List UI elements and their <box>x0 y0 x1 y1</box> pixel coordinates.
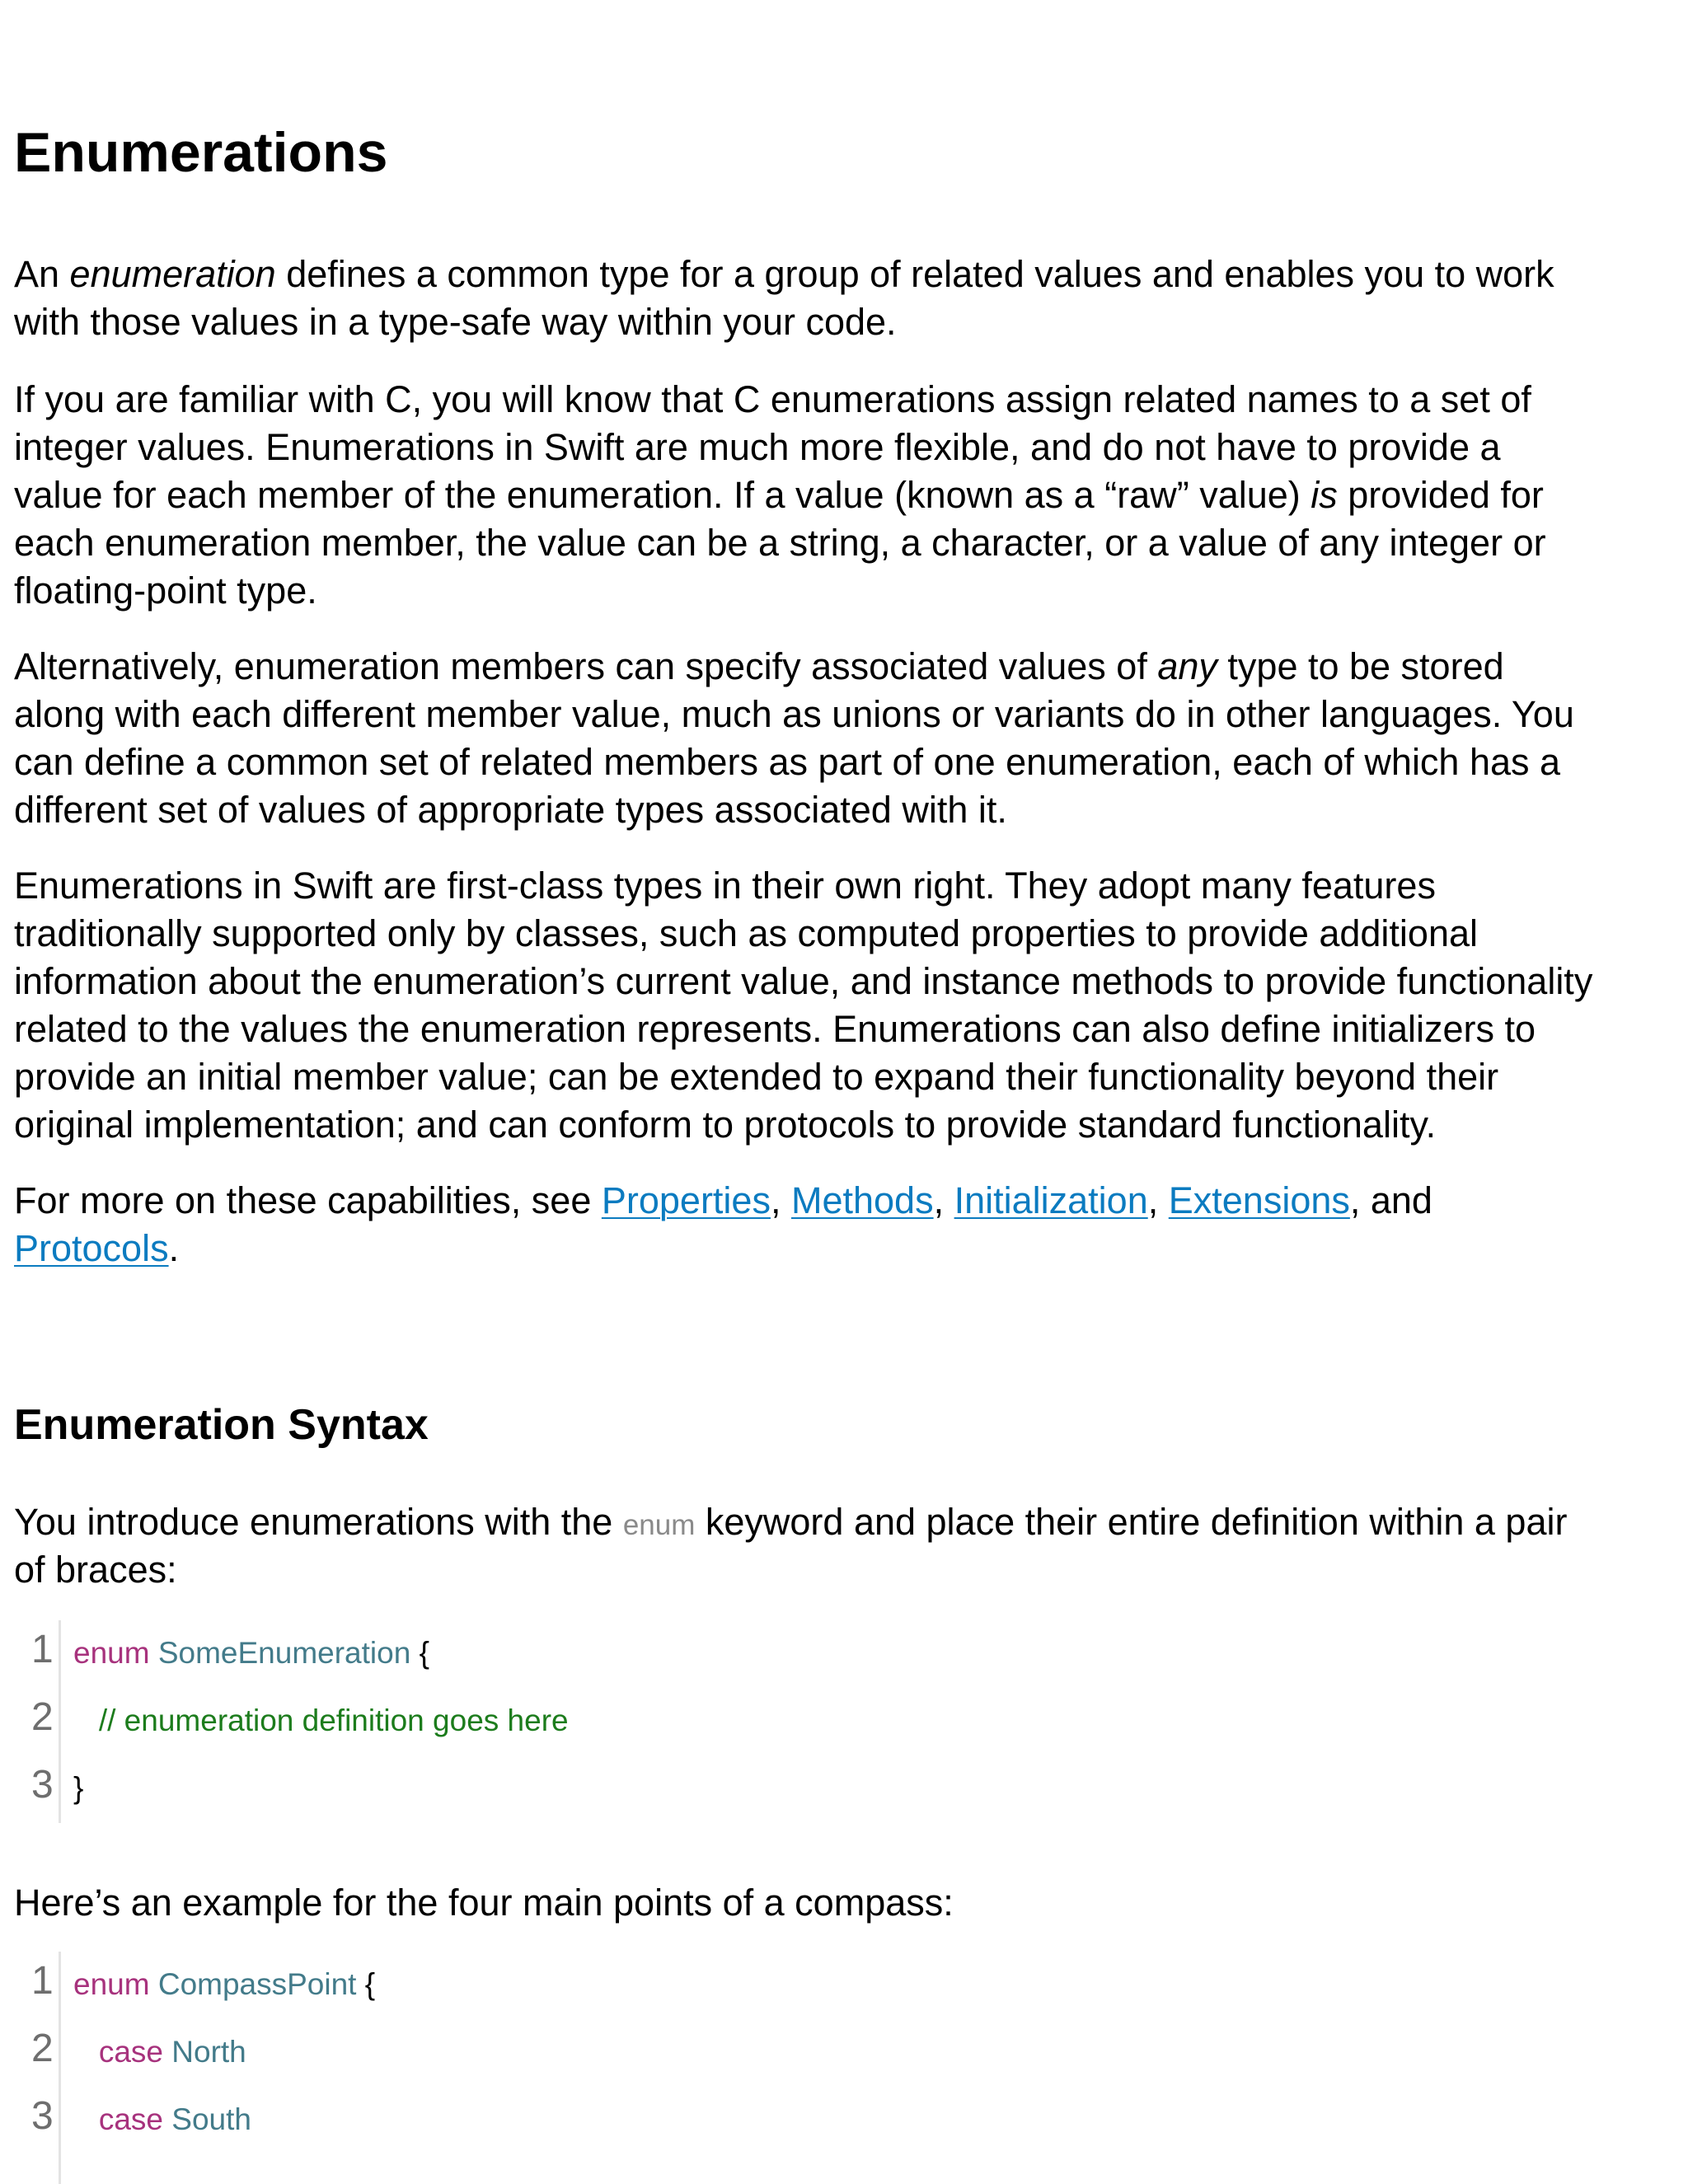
intro-paragraph-1 <box>14 251 1671 346</box>
code-block-some-enumeration <box>14 1620 1085 1823</box>
link-extensions[interactable]: Extensions <box>1168 1179 1350 1221</box>
code-type-name: CompassPoint <box>157 1967 357 2001</box>
code-text <box>73 2019 246 2087</box>
code-block-compass-point <box>14 1952 1085 2154</box>
text-line: traditionally supported only by classes, such as computed properties to provide additional <box>14 912 1479 954</box>
text-line: You introduce enumerations with the enum keyword and place their entire definition within a pair <box>14 1501 1568 1543</box>
text-line: of braces: <box>14 1549 177 1591</box>
inline-code: enum <box>622 1509 696 1541</box>
line-number: 1 <box>31 1959 54 2003</box>
line-number: 1 <box>31 1628 54 1671</box>
code-text: } <box>73 1771 84 1805</box>
text-line: information about the enumeration’s current value, and instance methods to provide functionality <box>14 960 1593 1002</box>
emphasis-text: is <box>1311 474 1338 516</box>
link-initialization[interactable]: Initialization <box>954 1179 1148 1221</box>
link-properties[interactable]: Properties <box>601 1179 771 1221</box>
code-type-name: North <box>171 2035 246 2069</box>
text-line: An enumeration defines a common type for a group of related values and enables you to work <box>14 253 1554 295</box>
code-type-name: South <box>171 2102 251 2136</box>
code-text <box>73 1688 569 1755</box>
text-line: different set of values of appropriate types associated with it. <box>14 789 1007 831</box>
code-text: enum CompassPoint { <box>73 1967 376 2001</box>
code-line <box>14 1620 1085 1688</box>
syntax-paragraph-1 <box>14 1498 1671 1594</box>
code-comment: // enumeration definition goes here <box>98 1704 569 1737</box>
text-line: Protocols. <box>14 1227 180 1269</box>
code-line <box>14 1755 1085 1823</box>
link-methods[interactable]: Methods <box>790 1179 934 1221</box>
emphasis-text: enumeration <box>69 253 276 295</box>
line-number: 2 <box>31 2027 54 2070</box>
text-line: Here’s an example for the four main points of a compass: <box>14 1882 954 1924</box>
text-line: If you are familiar with C, you will know that C enumerations assign related names to a set of <box>14 378 1531 420</box>
text-line: related to the values the enumeration represents. Enumerations can also define initializers to <box>14 1008 1536 1050</box>
code-line <box>14 1688 1085 1755</box>
link-protocols[interactable]: Protocols <box>14 1227 169 1269</box>
text-line: Enumerations in Swift are first-class types in their own right. They adopt many features <box>14 865 1436 907</box>
text-line: can define a common set of related members as part of one enumeration, each of which has a <box>14 741 1561 783</box>
code-line <box>14 2019 1085 2087</box>
line-number: 3 <box>31 1763 54 1807</box>
code-keyword: enum <box>73 1967 150 2001</box>
text-line: original implementation; and can conform to protocols to provide standard functionality. <box>14 1104 1437 1146</box>
code-keyword: case <box>98 2035 163 2069</box>
code-keyword: case <box>98 2102 163 2136</box>
syntax-paragraph-2 <box>14 1879 1671 1927</box>
text-line: integer values. Enumerations in Swift are much more flexible, and do not have to provide a <box>14 426 1501 468</box>
code-keyword: enum <box>73 1636 150 1670</box>
emphasis-text: any <box>1157 645 1217 687</box>
code-text: enum SomeEnumeration { <box>73 1636 429 1670</box>
text-line: provide an initial member value; can be extended to expand their functionality beyond their <box>14 1056 1499 1098</box>
page-title: Enumerations <box>14 121 388 184</box>
intro-paragraph-3 <box>14 643 1671 834</box>
intro-paragraph-4 <box>14 862 1671 1149</box>
line-number: 3 <box>31 2094 54 2138</box>
code-text <box>73 2087 251 2154</box>
code-line <box>14 1952 1085 2019</box>
code-type-name: SomeEnumeration <box>157 1636 411 1670</box>
section-heading: Enumeration Syntax <box>14 1401 429 1449</box>
text-line: along with each different member value, much as unions or variants do in other languages. You <box>14 693 1574 735</box>
text-line: floating-point type. <box>14 569 317 612</box>
text-line: value for each member of the enumeration. If a value (known as a “raw” value) is provided for <box>14 474 1544 516</box>
intro-paragraph-2 <box>14 376 1671 615</box>
code-line <box>14 2087 1085 2154</box>
text-line: each enumeration member, the value can be a string, a character, or a value of any integer or <box>14 522 1546 564</box>
text-line: For more on these capabilities, see Properties, Methods, Initialization, Extensions, and <box>14 1179 1432 1221</box>
line-number: 2 <box>31 1695 54 1739</box>
intro-paragraph-5 <box>14 1177 1671 1272</box>
text-line: with those values in a type-safe way within your code. <box>14 301 897 343</box>
text-line: Alternatively, enumeration members can specify associated values of any type to be stored <box>14 645 1504 687</box>
